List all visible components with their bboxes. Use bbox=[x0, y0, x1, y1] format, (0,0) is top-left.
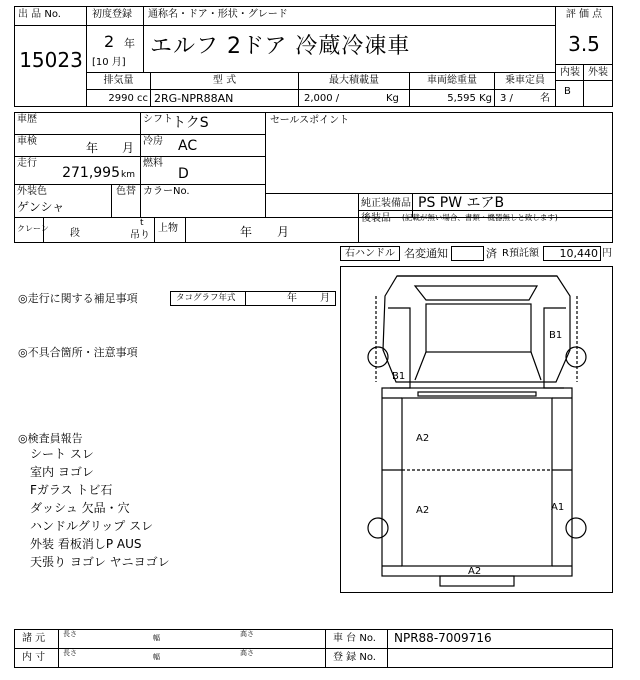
tacho-year: 年 bbox=[287, 293, 297, 304]
lot-no: 15023 bbox=[19, 48, 83, 72]
chassis-no: NPR88-7009716 bbox=[394, 631, 492, 645]
model-label: 型 式 bbox=[212, 75, 237, 86]
color-label: 外装色 bbox=[17, 186, 47, 197]
damage-mark: B1 bbox=[392, 371, 406, 382]
interior-grade: B bbox=[564, 86, 571, 97]
capacity-unit: 名 bbox=[540, 93, 550, 104]
ac: AC bbox=[178, 138, 198, 154]
score-label: 評 価 点 bbox=[565, 9, 603, 20]
chassis-label: 車 台 No. bbox=[333, 633, 376, 644]
shift: トクS bbox=[172, 115, 209, 131]
height-label: 高さ bbox=[240, 630, 254, 638]
model: 2RG-NPR88AN bbox=[154, 92, 234, 105]
crane-hanging: 吊り bbox=[130, 230, 150, 241]
upper-month: 月 bbox=[277, 225, 290, 239]
dims-label: 諸 元 bbox=[22, 633, 46, 644]
color: ゲンシャ bbox=[17, 200, 65, 214]
load: 2,000 / bbox=[304, 93, 340, 104]
damage-mark: A1 bbox=[551, 502, 565, 513]
inspector-label: ◎検査員報告 bbox=[18, 432, 83, 445]
gross-label: 車両総重量 bbox=[427, 75, 477, 86]
history-label: 車歴 bbox=[17, 114, 37, 125]
deposit-mark: 済 bbox=[486, 247, 497, 260]
displacement-label: 排気量 bbox=[103, 75, 134, 86]
ac-label: 冷房 bbox=[143, 136, 163, 147]
width-label-2: 幅 bbox=[153, 653, 160, 661]
inspection-label: 車検 bbox=[17, 136, 37, 147]
tacho-month: 月 bbox=[320, 293, 330, 304]
upper-year: 年 bbox=[240, 225, 253, 239]
inspector-item: シート スレ bbox=[30, 447, 94, 461]
recycle-unit: 円 bbox=[602, 248, 612, 259]
inspector-item: Fガラス トビ石 bbox=[30, 483, 113, 497]
first-reg-label: 初度登録 bbox=[92, 9, 132, 20]
displacement: 2990 cc bbox=[108, 93, 148, 104]
aftermarket-label: 後装品 bbox=[361, 213, 391, 224]
exterior-label: 外装 bbox=[588, 67, 608, 78]
registration-label: 登 録 No. bbox=[333, 652, 376, 663]
driving-remarks-label: ◎走行に関する補足事項 bbox=[18, 292, 138, 305]
recycle-label: R預託額 bbox=[502, 248, 539, 259]
year-unit: 年 bbox=[124, 37, 135, 50]
inspector-item: 天張り ヨゴレ ヤニヨゴレ bbox=[30, 555, 170, 569]
length-label: 長さ bbox=[63, 630, 77, 638]
inspector-item: 外装 看板消しP AUS bbox=[30, 537, 142, 551]
crane-t: t bbox=[140, 218, 144, 228]
tachograph-label: タコグラフ年式 bbox=[176, 293, 236, 303]
capacity-label: 乗車定員 bbox=[505, 75, 545, 86]
first-reg-year: 2 bbox=[104, 32, 115, 51]
damage-mark: A2 bbox=[416, 433, 430, 444]
recycle-amount: 10,440 bbox=[559, 247, 598, 260]
inspector-item: 室内 ヨゴレ bbox=[30, 465, 94, 479]
damage-mark: B1 bbox=[549, 330, 563, 341]
vehicle-name: エルフ 2ドア 冷蔵冷凍車 bbox=[150, 34, 411, 59]
name-change-label: 名変通知 bbox=[404, 247, 448, 260]
interior-dims-label: 内 寸 bbox=[22, 652, 46, 663]
mileage-label: 走行 bbox=[17, 158, 37, 169]
load-unit: Kg bbox=[386, 93, 399, 104]
capacity: 3 / bbox=[500, 93, 513, 104]
gross: 5,595 Kg bbox=[447, 93, 492, 104]
equipment-label: 純正装備品 bbox=[361, 198, 411, 209]
upper-label: 上物 bbox=[158, 223, 178, 234]
inspector-item: ハンドルグリップ スレ bbox=[30, 519, 154, 533]
defects-label: ◎不具合箇所・注意事項 bbox=[18, 346, 138, 359]
first-reg-month: [10 月] bbox=[92, 57, 126, 68]
lot-no-label: 出 品 No. bbox=[18, 9, 61, 20]
fuel-label: 燃料 bbox=[143, 158, 163, 169]
vehicle-name-label: 通称名・ドア・形状・グレード bbox=[148, 9, 288, 20]
width-label: 幅 bbox=[153, 634, 160, 642]
shift-label: シフト bbox=[143, 114, 173, 125]
inspection-year: 年 bbox=[86, 141, 99, 155]
interior-label: 内装 bbox=[560, 67, 580, 78]
height-label-2: 高さ bbox=[240, 649, 254, 657]
damage-mark: A2 bbox=[416, 505, 430, 516]
length-label-2: 長さ bbox=[63, 649, 77, 657]
damage-mark: A2 bbox=[468, 566, 482, 577]
inspector-item: ダッシュ 欠品・穴 bbox=[30, 501, 130, 515]
fuel: D bbox=[178, 166, 189, 182]
truck-diagram bbox=[368, 276, 586, 586]
sales-point-label: セールスポイント bbox=[270, 115, 350, 126]
color-code-label: 色替 bbox=[116, 186, 136, 197]
color-no-label: カラーNo. bbox=[143, 186, 190, 197]
load-label: 最大積載量 bbox=[329, 75, 379, 86]
aftermarket-note: (記載が無い場合、書類・機器無しと致します) bbox=[402, 213, 558, 222]
mileage-unit: km bbox=[121, 170, 135, 180]
crane-stage: 段 bbox=[70, 228, 80, 239]
crane-label: クレーン bbox=[17, 224, 49, 233]
inspection-month: 月 bbox=[122, 141, 135, 155]
steering: 右ハンドル bbox=[345, 248, 395, 259]
mileage: 271,995 bbox=[62, 165, 120, 181]
score: 3.5 bbox=[568, 32, 600, 56]
equipment: PS PW エアB bbox=[418, 195, 505, 211]
